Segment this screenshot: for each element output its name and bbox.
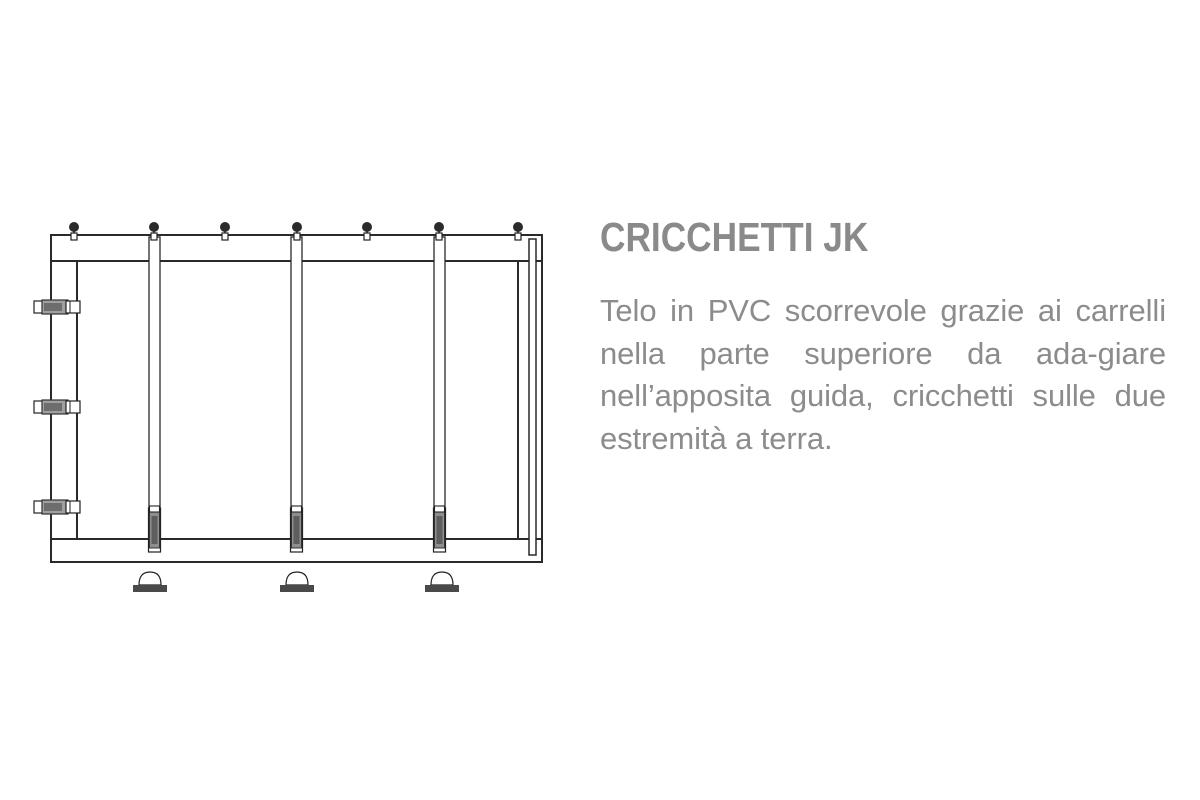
strap-1 <box>149 237 160 539</box>
ground-anchor-icon <box>280 572 314 592</box>
ground-anchor-icon <box>133 572 167 592</box>
jk-ratchet-diagram <box>0 0 580 800</box>
text-panel <box>600 210 1166 460</box>
strap-ratchet-icon <box>434 506 446 552</box>
description: Telo in PVC scorrevole grazie ai carrelli nella parte superiore da ada-giare nell’apposita guida, cricchetti sulle due estremità a terra. <box>600 293 1166 456</box>
carriage-icon <box>149 222 159 240</box>
side-ratchet-icon <box>34 500 80 514</box>
side-ratchet-icon <box>34 300 80 314</box>
carriage-icon <box>434 222 444 240</box>
carriage-icon <box>513 222 523 240</box>
side-ratchets <box>34 300 80 514</box>
side-ratchet-icon <box>34 400 80 414</box>
strap-ratchets <box>149 506 446 552</box>
strap-ratchet-icon <box>149 506 161 552</box>
right-pole <box>529 239 536 555</box>
vertical-straps <box>149 237 445 539</box>
ground-anchor-icon <box>425 572 459 592</box>
carriage-icon <box>292 222 302 240</box>
strap-2 <box>291 237 302 539</box>
carriage-icon <box>220 222 230 240</box>
title: CRICCHETTI JK <box>600 214 869 260</box>
carriage-icon <box>69 222 79 240</box>
carriage-icon <box>362 222 372 240</box>
strap-ratchet-icon <box>291 506 303 552</box>
ground-anchors <box>133 572 459 592</box>
top-carriages <box>69 222 523 240</box>
strap-3 <box>434 237 445 539</box>
